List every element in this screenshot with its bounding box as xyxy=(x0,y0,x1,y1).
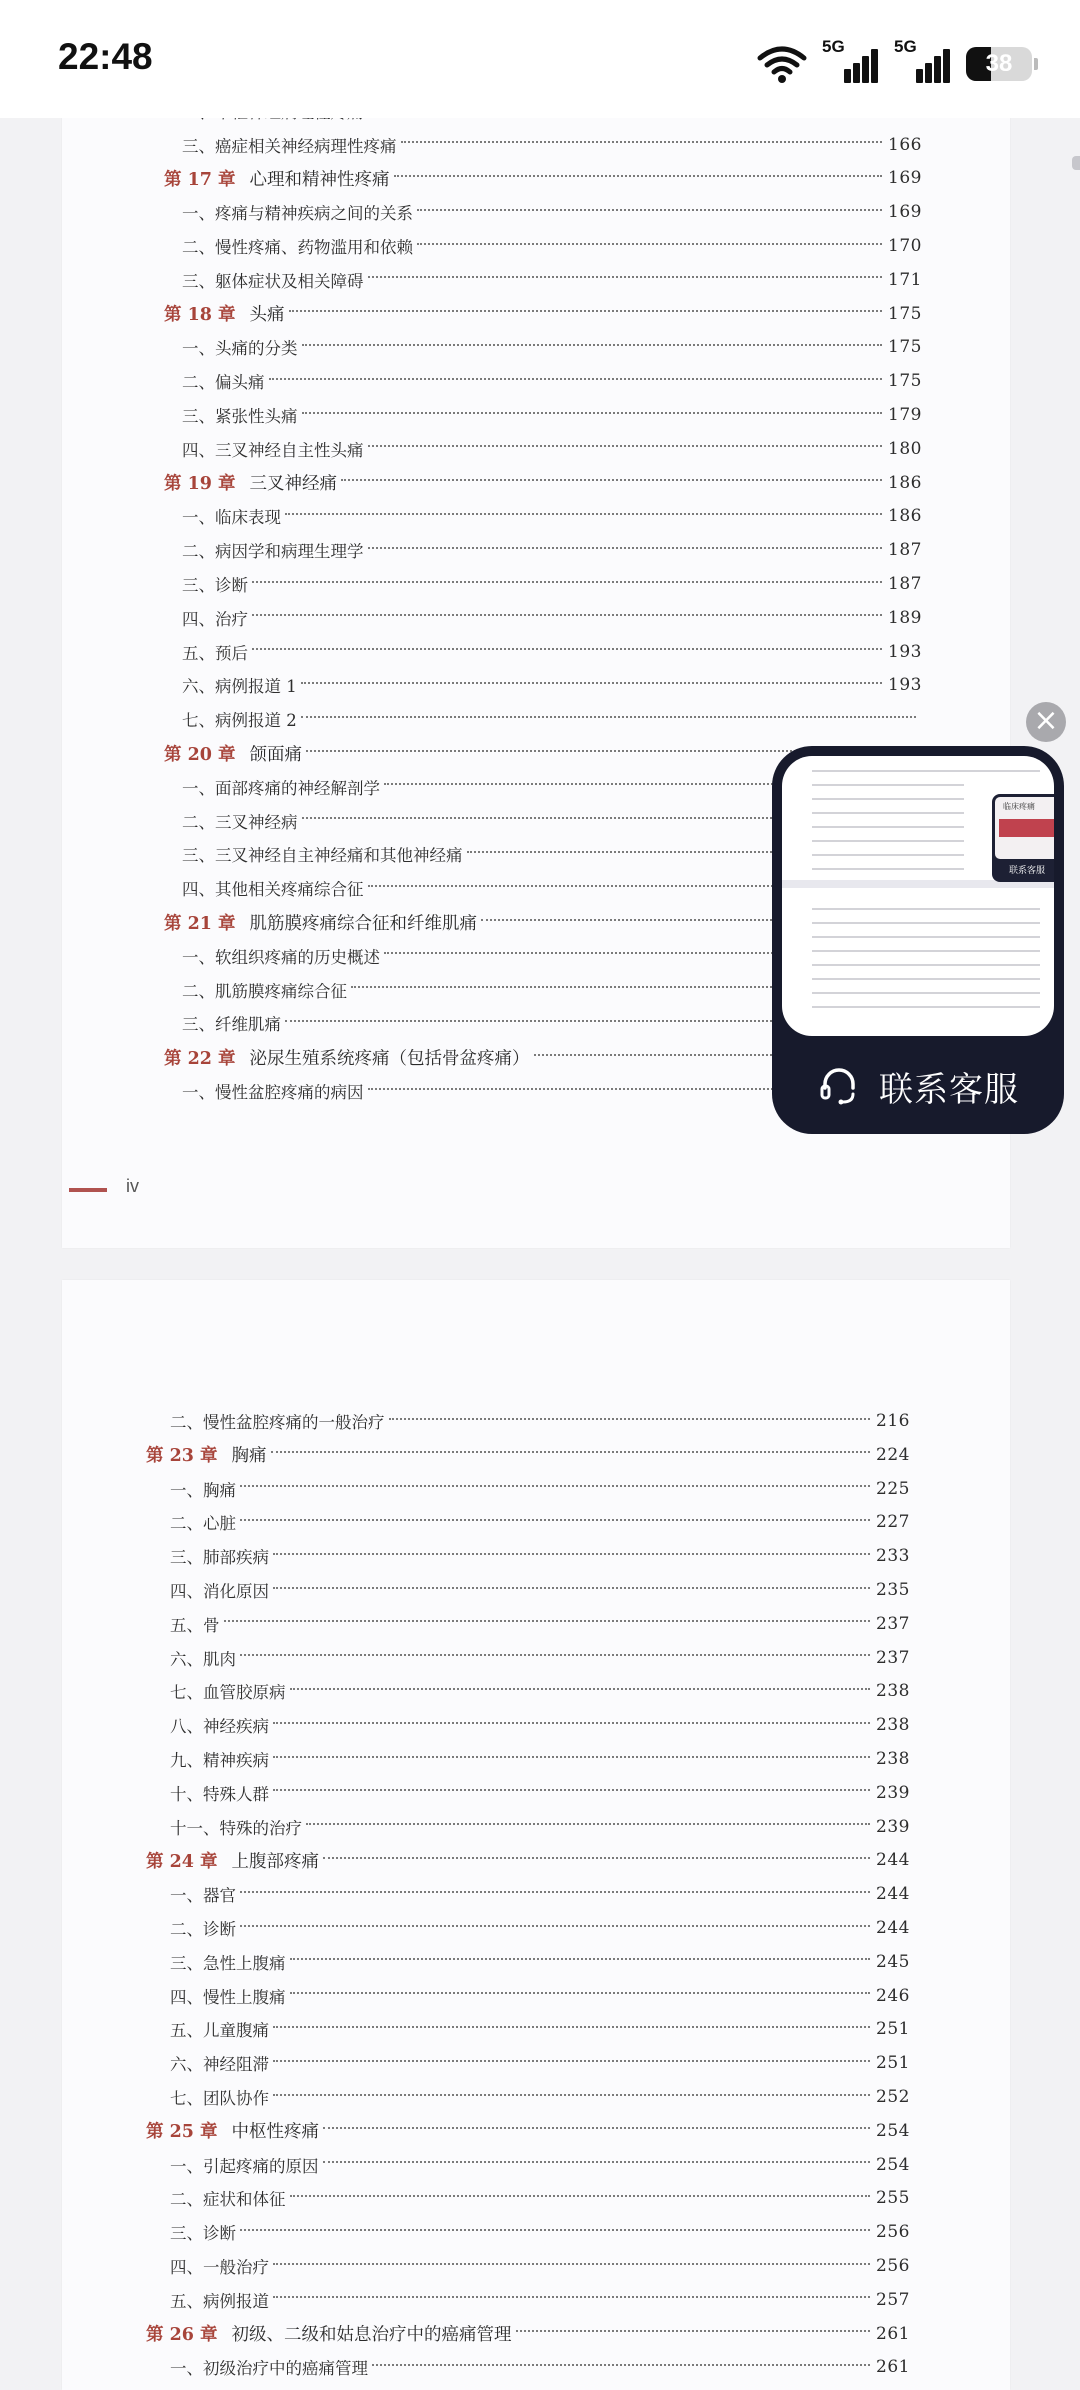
toc-page-number: 257 xyxy=(876,2289,910,2310)
toc-row[interactable] xyxy=(170,2046,910,2080)
toc-title: 六、肌肉 xyxy=(170,1649,236,1669)
toc-leader-dots xyxy=(368,444,883,447)
toc-leader-dots xyxy=(516,2329,871,2332)
toc-title: 四、消化原因 xyxy=(170,1582,269,1601)
chapter-number: 第 22 章 xyxy=(164,1048,236,1069)
toc-page-number: 256 xyxy=(876,2256,910,2276)
toc-row[interactable] xyxy=(182,263,922,297)
toc-page-number: 175 xyxy=(888,303,922,324)
toc-page-number: 261 xyxy=(876,2357,910,2378)
toc-page-number: 169 xyxy=(888,168,922,189)
toc-leader-dots xyxy=(306,1822,870,1825)
chapter-number: 第 20 章 xyxy=(164,744,236,765)
toc-leader-dots xyxy=(301,681,882,684)
status-time: 22:48 xyxy=(58,36,153,77)
toc-leader-dots xyxy=(290,2194,871,2197)
toc-title: 初级、二级和姑息治疗中的癌痛管理 xyxy=(231,2325,512,2346)
wifi-icon xyxy=(756,44,808,84)
toc-row[interactable] xyxy=(182,364,922,398)
toc-title: 三、三叉神经自主神经痛和其他神经痛 xyxy=(182,846,463,866)
toc-page-number: 179 xyxy=(888,405,922,425)
toc-page-number: 169 xyxy=(888,202,922,223)
toc-row[interactable] xyxy=(170,1877,910,1911)
toc-row[interactable] xyxy=(170,1810,910,1844)
toc-page-number: 187 xyxy=(888,540,922,561)
toc-row[interactable] xyxy=(170,2148,910,2182)
toc-leader-dots xyxy=(394,174,883,177)
toc-title: 头痛 xyxy=(249,305,285,326)
toc-leader-dots xyxy=(240,1890,870,1893)
toc-title: 一、胸痛 xyxy=(170,1480,236,1500)
headset-icon xyxy=(817,1064,861,1108)
toc-page-number: 187 xyxy=(888,574,922,594)
toc-leader-dots xyxy=(252,613,882,616)
toc-title: 肌筋膜疼痛综合征和纤维肌痛 xyxy=(249,913,478,934)
cs-mini-thumb xyxy=(992,794,1054,882)
toc-page-number: 233 xyxy=(876,1546,910,1567)
toc-title: 四、一般治疗 xyxy=(170,2258,269,2277)
toc-row[interactable] xyxy=(182,499,922,533)
toc-title: 五、预后 xyxy=(182,643,248,663)
toc-page-number: 175 xyxy=(888,371,922,392)
toc-leader-dots xyxy=(240,1518,870,1521)
toc-leader-dots xyxy=(372,2363,870,2366)
toc-row[interactable] xyxy=(170,1505,910,1539)
toc-leader-dots xyxy=(417,242,882,245)
toc-leader-dots xyxy=(389,1417,871,1420)
chapter-number: 第 24 章 xyxy=(146,1851,218,1872)
toc-row[interactable] xyxy=(170,2249,910,2283)
toc-page-number: 180 xyxy=(888,438,922,459)
toc-title: 三叉神经痛 xyxy=(249,474,338,495)
toc-page-number: 166 xyxy=(888,134,922,155)
toc-row[interactable] xyxy=(170,1539,910,1573)
toc-title: 二、肌筋膜疼痛综合征 xyxy=(182,981,347,1001)
toc-row[interactable] xyxy=(170,2181,910,2215)
customer-service-widget[interactable] xyxy=(772,746,1064,1134)
toc-row[interactable] xyxy=(182,635,922,669)
toc-title: 六、病例报道 1 xyxy=(182,677,297,697)
toc-row[interactable] xyxy=(170,2215,910,2249)
toc-title: 二、慢性盆腔疼痛的一般治疗 xyxy=(170,1413,385,1432)
toc-page-number: 252 xyxy=(876,2087,910,2107)
toc-page-number: 254 xyxy=(876,2120,910,2141)
toc-row[interactable] xyxy=(182,330,922,364)
toc-leader-dots xyxy=(417,208,882,211)
toc-page-number: 251 xyxy=(876,2053,910,2074)
toc-row[interactable] xyxy=(170,1573,910,1607)
toc-title: 十、特殊人群 xyxy=(170,1784,269,1804)
toc-row[interactable] xyxy=(170,2080,910,2114)
chapter-number: 第 21 章 xyxy=(164,913,236,934)
toc-leader-dots xyxy=(273,2093,870,2096)
toc-title: 一、软组织疼痛的历史概述 xyxy=(182,947,380,967)
toc-title: 七、血管胶原病 xyxy=(170,1683,286,1703)
toc-leader-dots xyxy=(273,2295,870,2298)
toc-title: 一、疼痛与精神疾病之间的关系 xyxy=(182,204,413,224)
toc-leader-dots xyxy=(273,1788,870,1791)
toc-row[interactable] xyxy=(170,1979,910,2013)
toc-title: 四、其他相关疼痛综合征 xyxy=(182,880,364,900)
toc-title: 泌尿生殖系统疼痛（包括骨盆疼痛） xyxy=(249,1048,530,1069)
toc-page-number: 235 xyxy=(876,1580,910,1600)
toc-leader-dots xyxy=(289,309,883,312)
toc-title: 二、诊断 xyxy=(170,1920,236,1939)
toc-title: 一、初级治疗中的癌痛管理 xyxy=(170,2359,368,2379)
toc-chapter-row[interactable] xyxy=(146,2114,910,2148)
toc-leader-dots xyxy=(323,2160,871,2163)
toc-row[interactable] xyxy=(182,702,922,736)
toc-leader-dots xyxy=(252,647,882,650)
toc-page-number: 216 xyxy=(876,1411,910,1431)
toc-leader-dots xyxy=(273,1721,870,1724)
chapter-number: 第 25 章 xyxy=(146,2122,218,2143)
toc-leader-dots xyxy=(240,1924,870,1927)
toc-row[interactable] xyxy=(170,1607,910,1641)
toc-title: 三、躯体症状及相关障碍 xyxy=(182,271,364,291)
toc-leader-dots xyxy=(240,2228,870,2231)
toc-page-number: 171 xyxy=(888,269,922,290)
toc-title: 胸痛 xyxy=(231,1446,267,1467)
status-icons xyxy=(756,37,1038,88)
toc-title: 二、症状和体征 xyxy=(170,2190,286,2210)
toc-title: 三、紧张性头痛 xyxy=(182,407,298,426)
toc-title: 二、心脏 xyxy=(170,1514,236,1534)
toc-chapter-row[interactable] xyxy=(164,297,922,331)
toc-page-number: 244 xyxy=(876,1918,910,1938)
toc-title: 一、面部疼痛的神经解剖学 xyxy=(182,778,380,798)
battery-level: 38 xyxy=(985,50,1013,77)
toc-leader-dots xyxy=(301,715,916,718)
toc-page-number: 251 xyxy=(876,2019,910,2040)
toc-row[interactable] xyxy=(182,128,922,162)
toc-leader-dots xyxy=(240,1484,870,1487)
toc-chapter-row[interactable] xyxy=(146,1843,910,1877)
toc-leader-dots xyxy=(273,2025,870,2028)
toc-page-number: 238 xyxy=(876,1749,910,1769)
toc-title: 一、慢性盆腔疼痛的病因 xyxy=(182,1083,364,1102)
toc-title: 七、团队协作 xyxy=(170,2089,269,2108)
toc-title: 三、诊断 xyxy=(182,576,248,595)
toc-title: 四、三叉神经自主性头痛 xyxy=(182,440,364,460)
toc-leader-dots xyxy=(302,411,883,414)
toc-row[interactable] xyxy=(182,567,922,601)
toc-page-number: 239 xyxy=(876,1816,910,1837)
close-widget-button[interactable]: × xyxy=(1026,702,1066,742)
toc-row[interactable] xyxy=(182,432,922,466)
toc-title: 四、治疗 xyxy=(182,609,248,629)
toc-leader-dots xyxy=(252,580,882,583)
toc-leader-dots xyxy=(273,2262,870,2265)
toc-row[interactable] xyxy=(170,2012,910,2046)
toc-leader-dots xyxy=(290,1957,871,1960)
toc-page-number: 193 xyxy=(888,641,922,662)
toc-leader-dots xyxy=(240,1653,870,1656)
toc-page-number: 186 xyxy=(888,472,922,493)
toc-title: 八、神经疾病 xyxy=(170,1717,269,1737)
cs-thumb-title: 临床疼痛 xyxy=(1003,802,1035,811)
toc-leader-dots xyxy=(323,1856,870,1859)
toc-row[interactable] xyxy=(170,1708,910,1742)
cellular-signal-icon xyxy=(822,37,880,85)
toc-row[interactable] xyxy=(170,1472,910,1506)
battery-icon xyxy=(966,47,1032,81)
toc-title: 三、急性上腹痛 xyxy=(170,1953,286,1973)
toc-page-number: 239 xyxy=(876,1782,910,1803)
toc-title: 九、精神疾病 xyxy=(170,1751,269,1770)
toc-page-number: 237 xyxy=(876,1613,910,1634)
toc-title: 七、病例报道 2 xyxy=(182,711,297,731)
chapter-number: 第 26 章 xyxy=(146,2325,218,2346)
toc-title: 中枢性疼痛 xyxy=(231,2122,320,2143)
toc-row[interactable] xyxy=(182,229,922,263)
toc-page-number: 244 xyxy=(876,1884,910,1905)
toc-title: 颌面痛 xyxy=(249,744,303,765)
toc-page-number: 255 xyxy=(876,2188,910,2209)
toc-chapter-row[interactable] xyxy=(164,161,922,195)
toc-title: 上腹部疼痛 xyxy=(231,1851,320,1872)
network-type-2: 5G xyxy=(894,37,917,56)
toc-leader-dots xyxy=(401,140,883,143)
toc-row[interactable] xyxy=(182,668,922,702)
toc-row[interactable] xyxy=(170,1674,910,1708)
toc-title: 三、诊断 xyxy=(170,2224,236,2244)
toc-title: 三、纤维肌痛 xyxy=(182,1015,281,1035)
chapter-number: 第 23 章 xyxy=(146,1446,218,1467)
toc-row[interactable] xyxy=(182,601,922,635)
toc-row[interactable] xyxy=(170,1911,910,1945)
toc-leader-dots xyxy=(273,1755,870,1758)
contact-service-label: 联系客服 xyxy=(879,1069,1019,1110)
toc-leader-dots xyxy=(224,1619,871,1622)
toc-title: 一、器官 xyxy=(170,1886,236,1906)
toc-page-number: 186 xyxy=(888,506,922,527)
toc-title: 六、神经阻滞 xyxy=(170,2055,269,2075)
toc-row[interactable] xyxy=(170,2350,910,2384)
page-footer-rule xyxy=(69,1188,107,1192)
toc-row[interactable] xyxy=(182,533,922,567)
chapter-number: 第 18 章 xyxy=(164,305,236,326)
toc-row[interactable] xyxy=(170,1641,910,1675)
toc-page-number: 245 xyxy=(876,1951,910,1972)
toc-chapter-row[interactable] xyxy=(146,1438,910,1472)
toc-title: 心理和精神性疼痛 xyxy=(249,169,390,190)
toc-page-number: 237 xyxy=(876,1647,910,1668)
toc-title: 三、癌症相关神经病理性疼痛 xyxy=(182,136,397,156)
toc-page-number: 238 xyxy=(876,1715,910,1736)
toc-row[interactable] xyxy=(170,2283,910,2317)
toc-chapter-row[interactable] xyxy=(164,466,922,500)
toc-page-number: 246 xyxy=(876,1985,910,2006)
chapter-number: 第 17 章 xyxy=(164,169,236,190)
toc-row[interactable] xyxy=(170,1742,910,1776)
toc-row[interactable] xyxy=(182,398,922,432)
toc-page-number: 193 xyxy=(888,675,922,696)
toc-title: 五、儿童腹痛 xyxy=(170,2021,269,2041)
cs-preview-thumbnail[interactable] xyxy=(782,756,1054,1036)
toc-page-number: 175 xyxy=(888,337,922,358)
toc-page-number: 238 xyxy=(876,1681,910,1702)
status-bar xyxy=(0,0,1080,118)
toc-title: 五、病例报道 xyxy=(170,2291,269,2311)
toc-row[interactable] xyxy=(170,1776,910,1810)
chapter-number: 第 19 章 xyxy=(164,474,236,495)
toc-title: 二、偏头痛 xyxy=(182,373,265,393)
toc-page-number: 189 xyxy=(888,607,922,628)
toc-chapter-row[interactable] xyxy=(146,2317,910,2351)
toc-title: 一、引起疼痛的原因 xyxy=(170,2156,319,2176)
toc-leader-dots xyxy=(323,2126,870,2129)
toc-page-number: 170 xyxy=(888,236,922,256)
toc-title: 一、头痛的分类 xyxy=(182,339,298,359)
toc-title: 二、病因学和病理生理学 xyxy=(182,542,364,562)
toc-row[interactable] xyxy=(182,195,922,229)
toc-page-number: 227 xyxy=(876,1512,910,1533)
page-number: iv xyxy=(126,1176,139,1196)
toc-title: 三、肺部疾病 xyxy=(170,1548,269,1568)
toc-row[interactable] xyxy=(170,1404,910,1438)
toc-page-number: 256 xyxy=(876,2222,910,2243)
toc-leader-dots xyxy=(273,2059,870,2062)
toc-leader-dots xyxy=(341,478,882,481)
toc-leader-dots xyxy=(368,546,883,549)
toc-page-number: 254 xyxy=(876,2154,910,2175)
cellular-signal-icon-2 xyxy=(894,37,952,85)
toc-leader-dots xyxy=(269,377,883,380)
toc-leader-dots xyxy=(285,512,882,515)
toc-leader-dots xyxy=(273,1552,870,1555)
toc-title: 一、临床表现 xyxy=(182,508,281,528)
scroll-handle[interactable] xyxy=(1072,156,1080,170)
toc-row[interactable] xyxy=(170,1945,910,1979)
toc-leader-dots xyxy=(290,1687,871,1690)
toc-leader-dots xyxy=(368,275,883,278)
toc-title: 十一、特殊的治疗 xyxy=(170,1818,302,1838)
toc-leader-dots xyxy=(302,343,883,346)
toc-title: 二、慢性疼痛、药物滥用和依赖 xyxy=(182,238,413,257)
toc-leader-dots xyxy=(290,1991,871,1994)
toc-page-number: 224 xyxy=(876,1444,910,1465)
toc-title: 四、慢性上腹痛 xyxy=(170,1987,286,2007)
toc-page-number: 261 xyxy=(876,2323,910,2344)
network-type-1: 5G xyxy=(822,37,845,56)
toc-leader-dots xyxy=(273,1586,870,1589)
cs-thumb-label: 联系客服 xyxy=(1008,865,1045,875)
document-page-2 xyxy=(62,1280,1010,2390)
cs-label-row[interactable] xyxy=(772,1046,1064,1126)
toc-title: 二、三叉神经病 xyxy=(182,812,298,832)
toc-leader-dots xyxy=(271,1450,871,1453)
toc-page-number: 225 xyxy=(876,1478,910,1499)
toc-title: 五、骨 xyxy=(170,1615,220,1635)
toc-page-number: 244 xyxy=(876,1850,910,1871)
